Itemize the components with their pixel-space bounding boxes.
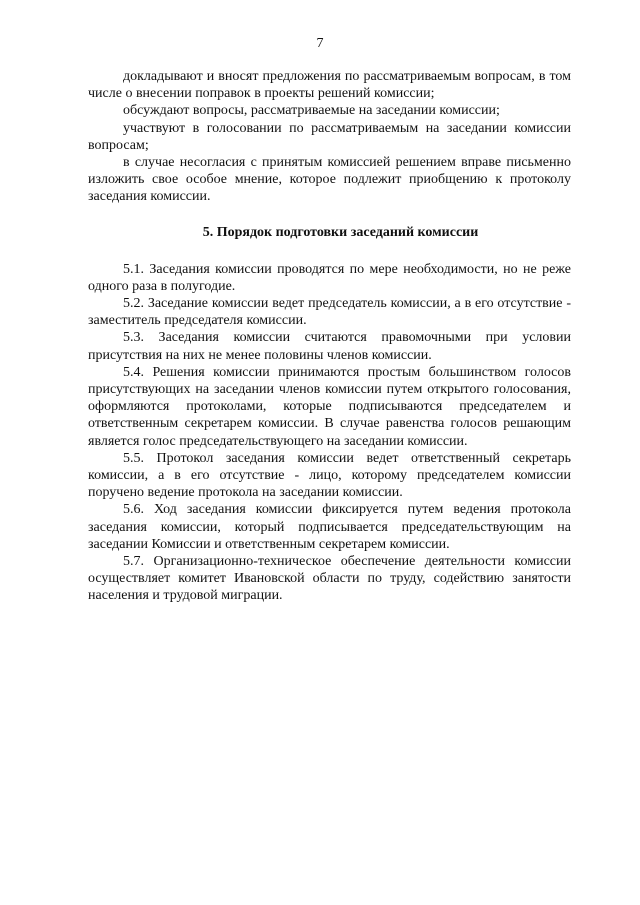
section-paragraph-5-5: 5.5. Протокол заседания комиссии ведет ответственный секретарь комиссии, а в его отсутствие - лицо, которому председателем комиссии поручено ведение протокола на заседании комиссии.: [88, 450, 571, 501]
section-paragraph-5-7: 5.7. Организационно-техническое обеспечение деятельности комиссии осуществляет комитет Ивановской области по труду, содействию занятости населения и трудовой миграции.: [88, 554, 571, 604]
document-body: [88, 68, 571, 605]
intro-item: обсуждают вопросы, рассматриваемые на заседании комиссии;: [123, 103, 500, 119]
section-paragraph-5-6: 5.6. Ход заседания комиссии фиксируется путем ведения протокола заседания комиссии, который подписывается председательствующим на заседании Комиссии и ответственным секретарем комиссии.: [88, 502, 571, 552]
section-paragraph-5-3: 5.3. Заседания комиссии считаются правомочными при условии присутствия на них не менее половины членов комиссии.: [88, 330, 571, 363]
section-paragraph-5-4: 5.4. Решения комиссии принимаются простым большинством голосов присутствующих на заседании членов комиссии путем открытого голосования, оформляются протоколами, которые подписываются председателем и ответственным секретарем комиссии. В случае равенства голосов решающим является голос председательствующего на заседании комиссии.: [88, 364, 571, 449]
section-heading: 5. Порядок подготовки заседаний комиссии: [202, 224, 479, 240]
intro-item: участвуют в голосовании по рассматриваемым на заседании комиссии вопросам;: [88, 120, 571, 153]
intro-item: в случае несогласия с принятым комиссией решением вправе письменно изложить свое особое мнение, которое подлежит приобщению к протоколу заседания комиссии.: [88, 155, 571, 205]
section-paragraph-5-1: 5.1. Заседания комиссии проводятся по мере необходимости, но не реже одного раза в полугодие.: [88, 261, 571, 294]
intro-item: докладывают и вносят предложения по рассматриваемым вопросам, в том числе о внесении поправок в проекты решений комиссии;: [88, 69, 571, 102]
page-number: 7: [316, 36, 324, 51]
section-paragraph-5-2: 5.2. Заседание комиссии ведет председатель комиссии, а в его отсутствие - заместитель председателя комиссии.: [88, 296, 571, 329]
